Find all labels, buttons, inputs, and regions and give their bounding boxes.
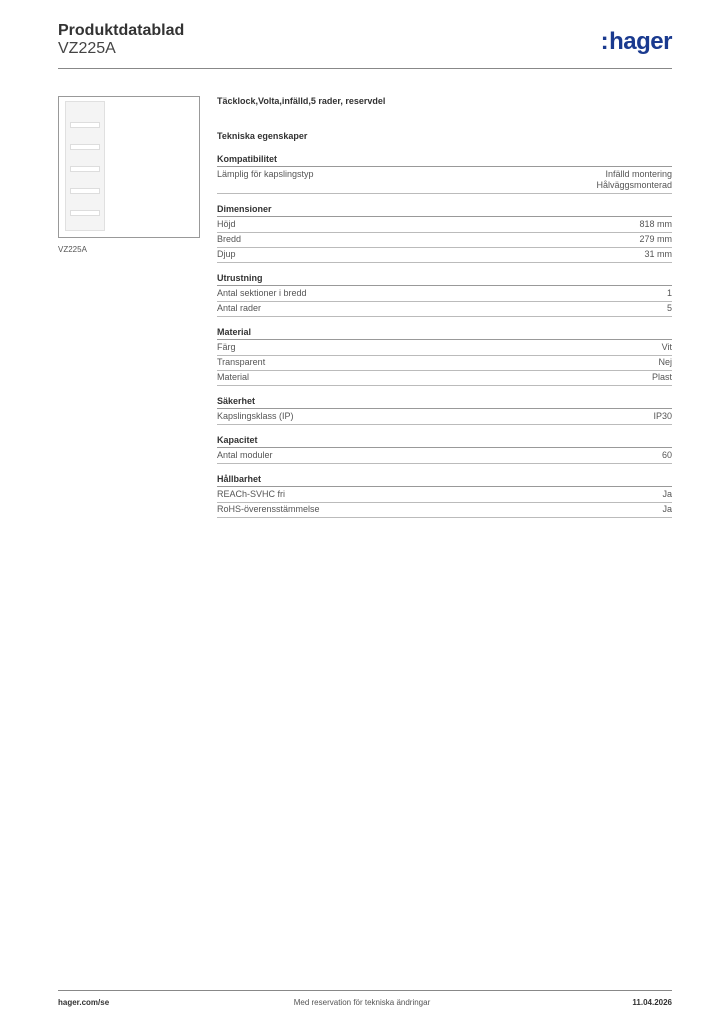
spec-row	[217, 341, 672, 356]
spec-label: Transparent	[217, 357, 266, 367]
spec-label: Antal rader	[217, 303, 262, 313]
logo-text: hager	[609, 28, 672, 55]
spec-label: Kapslingsklass (IP)	[217, 411, 294, 421]
cover-panel-illustration	[65, 101, 105, 231]
spec-value-line: Ja	[662, 489, 672, 499]
spec-value-line: Plast	[651, 372, 672, 382]
product-code: VZ225A	[58, 40, 116, 57]
section-title: Hållbarhet	[217, 474, 672, 487]
section-title: Säkerhet	[217, 396, 672, 409]
spec-label: Färg	[217, 342, 236, 352]
footer-date: 11.04.2026	[632, 998, 672, 1007]
spec-value	[596, 169, 672, 191]
section-title: Kompatibilitet	[217, 154, 672, 167]
panel-slot	[70, 144, 100, 150]
spec-section	[217, 396, 672, 425]
header-divider	[58, 68, 672, 69]
spec-row	[217, 287, 672, 302]
section-title: Utrustning	[217, 273, 672, 286]
section-title: Dimensioner	[217, 204, 672, 217]
spec-row	[217, 449, 672, 464]
page-title: Produktdatablad	[58, 22, 185, 39]
spec-value	[662, 342, 672, 353]
spec-row	[217, 503, 672, 518]
spec-value	[662, 450, 672, 461]
footer-website: hager.com/se	[58, 998, 110, 1007]
spec-sections	[217, 154, 672, 518]
spec-value-line: Nej	[658, 357, 672, 367]
spec-value	[653, 411, 672, 422]
spec-value	[639, 219, 672, 230]
spec-row	[217, 410, 672, 425]
spec-value	[644, 249, 672, 260]
spec-value-line: Ja	[662, 504, 672, 514]
spec-row	[217, 356, 672, 371]
spec-label: Höjd	[217, 219, 236, 229]
spec-value-line: Hålväggsmonterad	[596, 180, 672, 190]
spec-value	[658, 357, 672, 368]
image-caption: VZ225A	[58, 245, 87, 254]
spec-label: REACh-SVHC fri	[217, 489, 286, 499]
spec-value-line: 279 mm	[639, 234, 672, 244]
spec-row	[217, 233, 672, 248]
spec-row	[217, 168, 672, 194]
spec-label: Lämplig för kapslingstyp	[217, 169, 314, 179]
spec-value	[662, 504, 672, 515]
spec-value	[667, 303, 672, 314]
spec-value-line: 60	[661, 450, 672, 460]
spec-value-line: IP30	[653, 411, 672, 421]
spec-value-line: 818 mm	[639, 219, 672, 229]
spec-row	[217, 371, 672, 386]
spec-label: Djup	[217, 249, 236, 259]
spec-section	[217, 327, 672, 386]
spec-label: RoHS-överensstämmelse	[217, 504, 320, 514]
spec-value	[667, 288, 672, 299]
hager-logo: :hager	[600, 28, 672, 55]
spec-value-line: Infälld montering	[605, 169, 672, 179]
section-title: Material	[217, 327, 672, 340]
tech-heading: Tekniska egenskaper	[217, 131, 308, 141]
panel-slot	[70, 210, 100, 216]
spec-value	[652, 372, 672, 383]
spec-label: Antal moduler	[217, 450, 273, 460]
panel-slot	[70, 122, 100, 128]
footer-divider	[58, 990, 672, 991]
spec-value	[662, 489, 672, 500]
panel-slot	[70, 166, 100, 172]
spec-value	[639, 234, 672, 245]
product-title: Täcklock,Volta,infälld,5 rader, reservdel	[217, 96, 386, 106]
spec-value-line: 1	[666, 288, 672, 298]
spec-section	[217, 273, 672, 317]
spec-row	[217, 488, 672, 503]
spec-row	[217, 302, 672, 317]
spec-label: Antal sektioner i bredd	[217, 288, 307, 298]
spec-section	[217, 154, 672, 194]
spec-label: Bredd	[217, 234, 242, 244]
spec-value-line: Vit	[661, 342, 672, 352]
section-title: Kapacitet	[217, 435, 672, 448]
spec-value-line: 5	[666, 303, 672, 313]
spec-value-line: 31 mm	[644, 249, 672, 259]
spec-section	[217, 204, 672, 263]
spec-content	[217, 96, 672, 528]
spec-label: Material	[217, 372, 250, 382]
footer-disclaimer: Med reservation för tekniska ändringar	[293, 998, 431, 1007]
product-image	[58, 96, 200, 238]
spec-row	[217, 218, 672, 233]
panel-slot	[70, 188, 100, 194]
spec-row	[217, 248, 672, 263]
spec-section	[217, 474, 672, 518]
spec-section	[217, 435, 672, 464]
